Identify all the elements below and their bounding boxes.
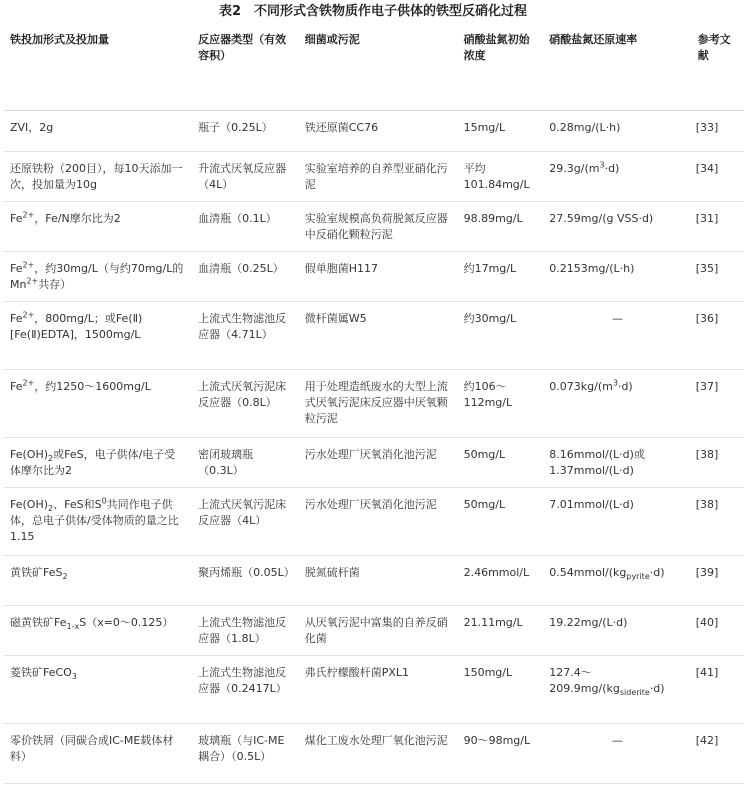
cell-reactor: 上流式厌氧污泥床反应器（4L） [192,488,299,556]
cell-reactor: 血清瓶（0.1L） [192,202,299,252]
cell-iron: ZVI，2g [4,111,192,152]
table-row [4,302,744,370]
cell-reactor: 密闭玻璃瓶（0.3L） [192,438,299,488]
cell-initial: 90～98mg/L [458,724,544,784]
cell-bacteria: 实验室培养的自养型亚硝化污泥 [299,152,458,202]
cell-ref: [42] [692,724,744,784]
cell-bacteria: 污水处理厂厌氧消化池污泥 [299,488,458,556]
cell-iron: $Fe^{2+}$，800mg/L；或Fe(Ⅱ)[Fe(Ⅱ)EDTA]，1500mg/L [4,302,192,370]
cell-rate: 7.01mmol/(L·d) [543,488,691,556]
cell-initial: 约17mg/L [458,252,544,302]
cell-ref: [39] [692,556,744,606]
cell-bacteria: 用于处理造纸废水的大型上流式厌氧污泥床反应器中厌氧颗粒污泥 [299,370,458,438]
cell-rate: $0.54mmol/(kg_{pyrite}\cdot d)$ [543,556,691,606]
table-row [4,606,744,656]
cell-reactor: 升流式厌氧反应器（4L） [192,152,299,202]
cell-ref: [41] [692,656,744,724]
cell-bacteria: 从厌氧污泥中富集的自养反硝化菌 [299,606,458,656]
data-table [4,24,744,784]
table-row [4,152,744,202]
cell-iron: 磁黄铁矿$Fe_{1-x}S(x=0\sim 0.125)$ [4,606,192,656]
cell-ref: [36] [692,302,744,370]
cell-rate: — [543,724,691,784]
cell-ref: [38] [692,438,744,488]
cell-ref: [38] [692,488,744,556]
table-row [4,438,744,488]
cell-bacteria: 弗氏柠檬酸杆菌PXL1 [299,656,458,724]
table-row [4,252,744,302]
cell-iron: 黄铁矿FeS$_2$ [4,556,192,606]
cell-reactor: 玻璃瓶（与IC-ME耦合）（0.5L） [192,724,299,784]
table-row [4,370,744,438]
cell-rate: — [543,302,691,370]
cell-ref: [33] [692,111,744,152]
table-row [4,556,744,606]
cell-rate: 19.22mg/(L·d) [543,606,691,656]
cell-iron: $Fe^{2+}$，约30mg/L（与约70mg/L的$Mn^{2+}$共存） [4,252,192,302]
header-initial: 硝酸盐氮初始浓度 [458,24,544,111]
table-row [4,488,744,556]
cell-reactor: 聚丙烯瓶（0.05L） [192,556,299,606]
cell-bacteria: 微杆菌属W5 [299,302,458,370]
cell-iron: $Fe^{2+}$，Fe/N摩尔比为2 [4,202,192,252]
cell-iron: 还原铁粉（200目），每10天添加一次，投加量为10g [4,152,192,202]
table-row [4,656,744,724]
cell-initial: 50mg/L [458,438,544,488]
cell-reactor: 瓶子（0.25L） [192,111,299,152]
cell-rate: 0.2153mg/(L·h) [543,252,691,302]
cell-reactor: 上流式生物滤池反应器（0.2417L） [192,656,299,724]
cell-bacteria: 实验室规模高负荷脱氮反应器中反硝化颗粒污泥 [299,202,458,252]
cell-iron: 零价铁屑（同碳合成IC-ME载体材料） [4,724,192,784]
cell-rate: $0.073kg/(m^3\cdot d)$ [543,370,691,438]
table-row [4,724,744,784]
table-row [4,202,744,252]
cell-ref: [34] [692,152,744,202]
cell-initial: 98.89mg/L [458,202,544,252]
header-bacteria: 细菌或污泥 [299,24,458,111]
cell-rate: 27.59mg/(g VSS·d) [543,202,691,252]
cell-initial: 150mg/L [458,656,544,724]
cell-rate: 8.16mmol/(L·d)或1.37mmol/(L·d) [543,438,691,488]
cell-ref: [40] [692,606,744,656]
cell-initial: 50mg/L [458,488,544,556]
cell-bacteria: 污水处理厂厌氧消化池污泥 [299,438,458,488]
cell-initial: 21.11mg/L [458,606,544,656]
header-ref: 参考文献 [692,24,744,111]
cell-iron: $Fe^{2+}$，约1250～1600mg/L [4,370,192,438]
header-reactor: 反应器类型（有效容积） [192,24,299,111]
cell-bacteria: 铁还原菌CC76 [299,111,458,152]
cell-iron: $Fe(OH)_2$、FeS和$S^0$共同作电子供体，总电子供体/受体物质的量之比1.15 [4,488,192,556]
cell-ref: [31] [692,202,744,252]
cell-reactor: 上流式厌氧污泥床反应器（0.8L） [192,370,299,438]
cell-bacteria: 脱氮硫杆菌 [299,556,458,606]
cell-rate: 0.28mg/(L·h) [543,111,691,152]
cell-bacteria: 煤化工废水处理厂氧化池污泥 [299,724,458,784]
cell-rate: $29.3g/(m^3\cdot d)$ [543,152,691,202]
header-iron: 铁投加形式及投加量 [4,24,192,111]
cell-reactor: 上流式生物滤池反应器（1.8L） [192,606,299,656]
table-title: 表2 不同形式含铁物质作电子供体的铁型反硝化过程 [218,4,528,19]
header-rate: 硝酸盐氮还原速率 [543,24,691,111]
cell-initial: 15mg/L [458,111,544,152]
cell-initial: 约30mg/L [458,302,544,370]
cell-iron: $Fe(OH)_2$或FeS，电子供体/电子受体摩尔比为2 [4,438,192,488]
cell-rate: $127.4\sim 209.9mg/(kg_{siderite}\cdot d)$ [543,656,691,724]
cell-initial: 平均101.84mg/L [458,152,544,202]
cell-bacteria: 假单胞菌H117 [299,252,458,302]
cell-initial: 约106～112mg/L [458,370,544,438]
cell-reactor: 血清瓶（0.25L） [192,252,299,302]
header-row [4,24,744,111]
cell-initial: 2.46mmol/L [458,556,544,606]
table-row [4,111,744,152]
cell-ref: [35] [692,252,744,302]
cell-reactor: 上流式生物滤池反应器（4.71L） [192,302,299,370]
cell-ref: [37] [692,370,744,438]
cell-iron: 菱铁矿FeCO$_3$ [4,656,192,724]
